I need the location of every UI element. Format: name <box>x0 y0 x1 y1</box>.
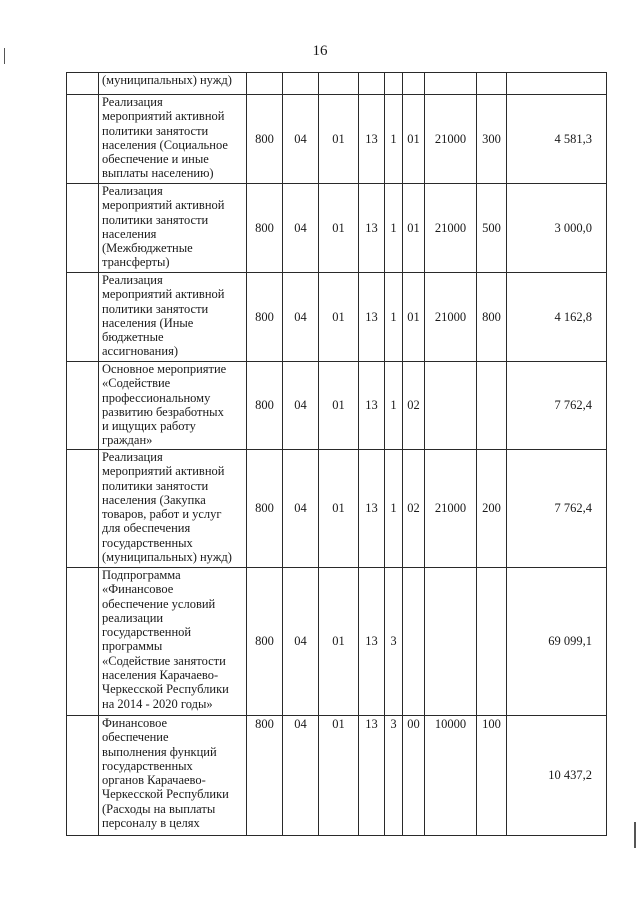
program-code-cell: 13 <box>359 273 385 362</box>
item-name-line: мероприятий активной <box>102 109 225 124</box>
row-index-cell <box>67 716 99 836</box>
item-name-cell <box>99 273 247 362</box>
item-name-line: политики занятости <box>102 478 209 493</box>
subprogram-code-cell: 1 <box>385 450 403 568</box>
event-code-cell: 02 <box>403 362 425 450</box>
item-name-line: «Финансовое <box>102 582 174 597</box>
subsection-code-cell: 01 <box>319 450 359 568</box>
program-code-cell: 13 <box>359 95 385 184</box>
event-code-cell: 01 <box>403 273 425 362</box>
item-name-line: для обеспечения <box>102 521 191 536</box>
item-name-line: Финансовое <box>102 716 168 730</box>
amount-cell: 4 581,3 <box>507 95 607 184</box>
direction-code-cell: 21000 <box>425 450 477 568</box>
subprogram-code-cell: 3 <box>385 568 403 716</box>
section-code-cell: 04 <box>283 273 319 362</box>
item-name-line: «Содействие <box>102 376 171 391</box>
expense-type-cell: 800 <box>477 273 507 362</box>
item-name-line: политики занятости <box>102 123 209 138</box>
item-name-line: персоналу в целях <box>102 816 200 831</box>
expense-type-cell: 500 <box>477 184 507 273</box>
item-name-cell <box>99 184 247 273</box>
direction-code-cell: 21000 <box>425 184 477 273</box>
budget-table <box>66 72 607 836</box>
page-number: 16 <box>312 43 328 59</box>
program-code-cell <box>359 73 385 95</box>
expense-type-cell <box>477 73 507 95</box>
item-name-cell <box>99 95 247 184</box>
item-name-line: Реализация <box>102 184 163 198</box>
amount-cell: 7 762,4 <box>507 362 607 450</box>
item-name-line: Реализация <box>102 95 163 109</box>
row-index-cell <box>67 73 99 95</box>
ministry-code-cell: 800 <box>247 716 283 836</box>
item-name-cell <box>99 450 247 568</box>
program-code-cell: 13 <box>359 362 385 450</box>
item-name-line: обеспечение и иные <box>102 152 209 167</box>
table-row <box>67 450 607 568</box>
item-name-line: (Расходы на выплаты <box>102 801 216 816</box>
section-code-cell: 04 <box>283 362 319 450</box>
ministry-code-cell: 800 <box>247 273 283 362</box>
amount-cell: 4 162,8 <box>507 273 607 362</box>
item-name-line: трансферты) <box>102 255 170 270</box>
row-index-cell <box>67 568 99 716</box>
item-name-line: Подпрограмма <box>102 568 181 582</box>
amount-cell: 3 000,0 <box>507 184 607 273</box>
item-name-cell <box>99 362 247 450</box>
program-code-cell: 13 <box>359 184 385 273</box>
item-name-line: мероприятий активной <box>102 287 225 302</box>
item-name-line: государственных <box>102 758 193 773</box>
scan-mark-right <box>634 822 636 848</box>
item-name-line: населения (Иные <box>102 315 194 330</box>
table-row <box>67 362 607 450</box>
item-name-line: на 2014 - 2020 годы» <box>102 696 213 711</box>
item-name-line: (муниципальных) нужд) <box>102 550 232 565</box>
event-code-cell: 00 <box>403 716 425 836</box>
table-body <box>67 73 607 836</box>
subsection-code-cell: 01 <box>319 716 359 836</box>
section-code-cell: 04 <box>283 716 319 836</box>
event-code-cell: 02 <box>403 450 425 568</box>
subsection-code-cell: 01 <box>319 568 359 716</box>
item-name-line: государственных <box>102 535 193 550</box>
item-name-line: мероприятий активной <box>102 198 225 213</box>
expense-type-cell: 300 <box>477 95 507 184</box>
item-name-line: выплаты населению) <box>102 166 214 181</box>
program-code-cell: 13 <box>359 568 385 716</box>
section-code-cell: 04 <box>283 95 319 184</box>
table-row <box>67 73 607 95</box>
table-row <box>67 95 607 184</box>
ministry-code-cell: 800 <box>247 568 283 716</box>
ministry-code-cell: 800 <box>247 362 283 450</box>
event-code-cell <box>403 568 425 716</box>
ministry-code-cell: 800 <box>247 450 283 568</box>
item-name-line: ассигнования) <box>102 344 178 359</box>
item-name-line: (муниципальных) нужд) <box>102 73 232 87</box>
item-name-line: органов Карачаево- <box>102 773 206 788</box>
subsection-code-cell: 01 <box>319 362 359 450</box>
item-name-line: и ищущих работу <box>102 419 196 434</box>
event-code-cell: 01 <box>403 95 425 184</box>
item-name-line: (Межбюджетные <box>102 241 193 256</box>
item-name-line: «Содействие занятости <box>102 653 226 668</box>
item-name-line: выполнения функций <box>102 744 217 759</box>
direction-code-cell: 21000 <box>425 273 477 362</box>
amount-cell: 69 099,1 <box>507 568 607 716</box>
item-name-line: бюджетные <box>102 330 164 345</box>
section-code-cell <box>283 73 319 95</box>
direction-code-cell <box>425 73 477 95</box>
subsection-code-cell <box>319 73 359 95</box>
direction-code-cell: 21000 <box>425 95 477 184</box>
item-name-line: обеспечение условий <box>102 596 216 611</box>
item-name-line: Черкесской Республики <box>102 787 229 802</box>
item-name-line: государственной <box>102 625 192 640</box>
amount-cell: 7 762,4 <box>507 450 607 568</box>
subprogram-code-cell: 3 <box>385 716 403 836</box>
item-name-line: населения Карачаево- <box>102 668 219 683</box>
subprogram-code-cell: 1 <box>385 273 403 362</box>
direction-code-cell <box>425 362 477 450</box>
item-name-cell <box>99 568 247 716</box>
ministry-code-cell: 800 <box>247 184 283 273</box>
item-name-line: программы <box>102 639 163 654</box>
item-name-cell <box>99 73 247 95</box>
subprogram-code-cell: 1 <box>385 184 403 273</box>
direction-code-cell: 10000 <box>425 716 477 836</box>
expense-type-cell: 100 <box>477 716 507 836</box>
item-name-line: Реализация <box>102 273 163 287</box>
table-row <box>67 716 607 836</box>
subprogram-code-cell: 1 <box>385 95 403 184</box>
subsection-code-cell: 01 <box>319 95 359 184</box>
item-name-line: Реализация <box>102 450 163 464</box>
item-name-line: реализации <box>102 610 164 625</box>
amount-cell: 10 437,2 <box>507 716 607 836</box>
item-name-line: обеспечение <box>102 730 169 745</box>
item-name-line: граждан» <box>102 433 153 448</box>
item-name-line: мероприятий активной <box>102 464 225 479</box>
table-row <box>67 273 607 362</box>
subsection-code-cell: 01 <box>319 184 359 273</box>
item-name-line: политики занятости <box>102 301 209 316</box>
table-row <box>67 568 607 716</box>
subsection-code-cell: 01 <box>319 273 359 362</box>
expense-type-cell <box>477 362 507 450</box>
item-name-line: Черкесской Республики <box>102 682 229 697</box>
item-name-line: Основное мероприятие <box>102 362 227 376</box>
item-name-line: населения (Закупка <box>102 492 206 507</box>
item-name-line: товаров, работ и услуг <box>102 507 222 522</box>
program-code-cell: 13 <box>359 716 385 836</box>
expense-type-cell <box>477 568 507 716</box>
program-code-cell: 13 <box>359 450 385 568</box>
direction-code-cell <box>425 568 477 716</box>
table-row <box>67 184 607 273</box>
amount-cell <box>507 73 607 95</box>
row-index-cell <box>67 362 99 450</box>
section-code-cell: 04 <box>283 450 319 568</box>
row-index-cell <box>67 184 99 273</box>
expense-type-cell: 200 <box>477 450 507 568</box>
item-name-line: развитию безработных <box>102 404 224 419</box>
ministry-code-cell <box>247 73 283 95</box>
subprogram-code-cell: 1 <box>385 362 403 450</box>
section-code-cell: 04 <box>283 184 319 273</box>
scan-mark-left <box>4 48 5 64</box>
item-name-line: политики занятости <box>102 212 209 227</box>
ministry-code-cell: 800 <box>247 95 283 184</box>
item-name-line: населения (Социальное <box>102 137 228 152</box>
event-code-cell: 01 <box>403 184 425 273</box>
item-name-line: населения <box>102 226 157 241</box>
event-code-cell <box>403 73 425 95</box>
section-code-cell: 04 <box>283 568 319 716</box>
row-index-cell <box>67 95 99 184</box>
row-index-cell <box>67 273 99 362</box>
row-index-cell <box>67 450 99 568</box>
item-name-line: профессиональному <box>102 390 211 405</box>
item-name-cell <box>99 716 247 836</box>
subprogram-code-cell <box>385 73 403 95</box>
